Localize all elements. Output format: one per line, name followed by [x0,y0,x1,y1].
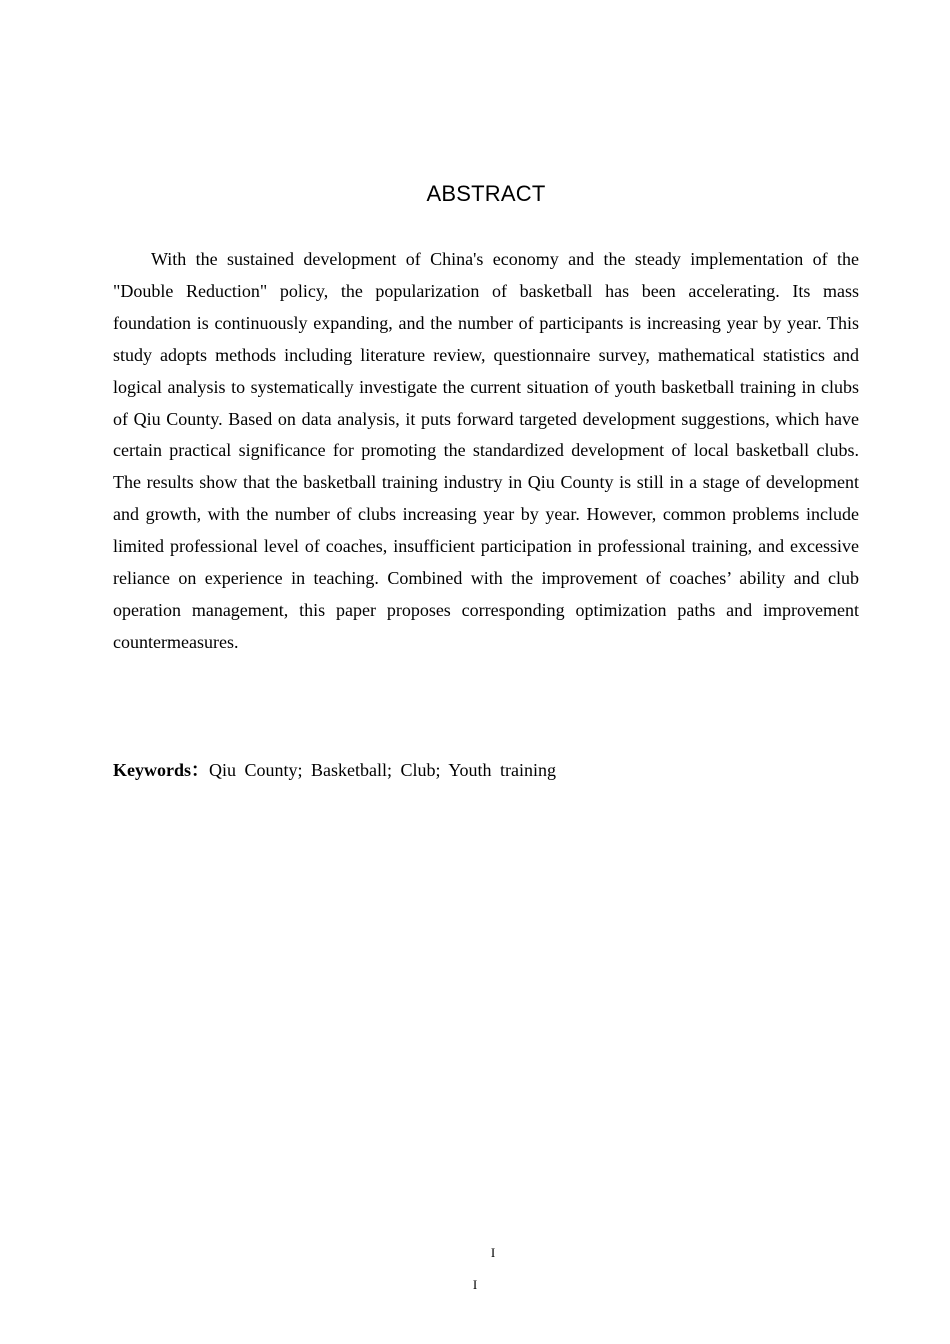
abstract-heading: ABSTRACT [426,181,546,206]
keywords-list: Qiu County; Basketball; Club; Youth training [209,760,557,780]
page-number-upper: I [490,1245,496,1260]
page-number-lower: I [472,1277,478,1292]
abstract-paragraph: With the sustained development of China's economy and the steady implementation of the "Double Reduction" policy, the popularization of basketball has been accelerating. Its mass foundation is continuously expanding, and the number of participants is increasing year by year. This study adopts methods including literature review, questionnaire survey, mathematical statistics and logical analysis to systematically investigate the current situation of youth basketball training in clubs of Qiu County. Based on data analysis, it puts forward targeted development suggestions, which have certain practical significance for promoting the standardized development of local basketball clubs. The results show that the basketball training industry in Qiu County is still in a stage of development and growth, with the number of clubs increasing year by year. However, common problems include limited professional level of coaches, insufficient participation in professional training, and excessive reliance on experience in teaching. Combined with the improvement of coaches’ ability and club operation management, this paper proposes corresponding optimization paths and improvement countermeasures. [113,249,859,652]
keywords-line [113,755,859,787]
keywords-label: Keywords： [113,760,209,780]
